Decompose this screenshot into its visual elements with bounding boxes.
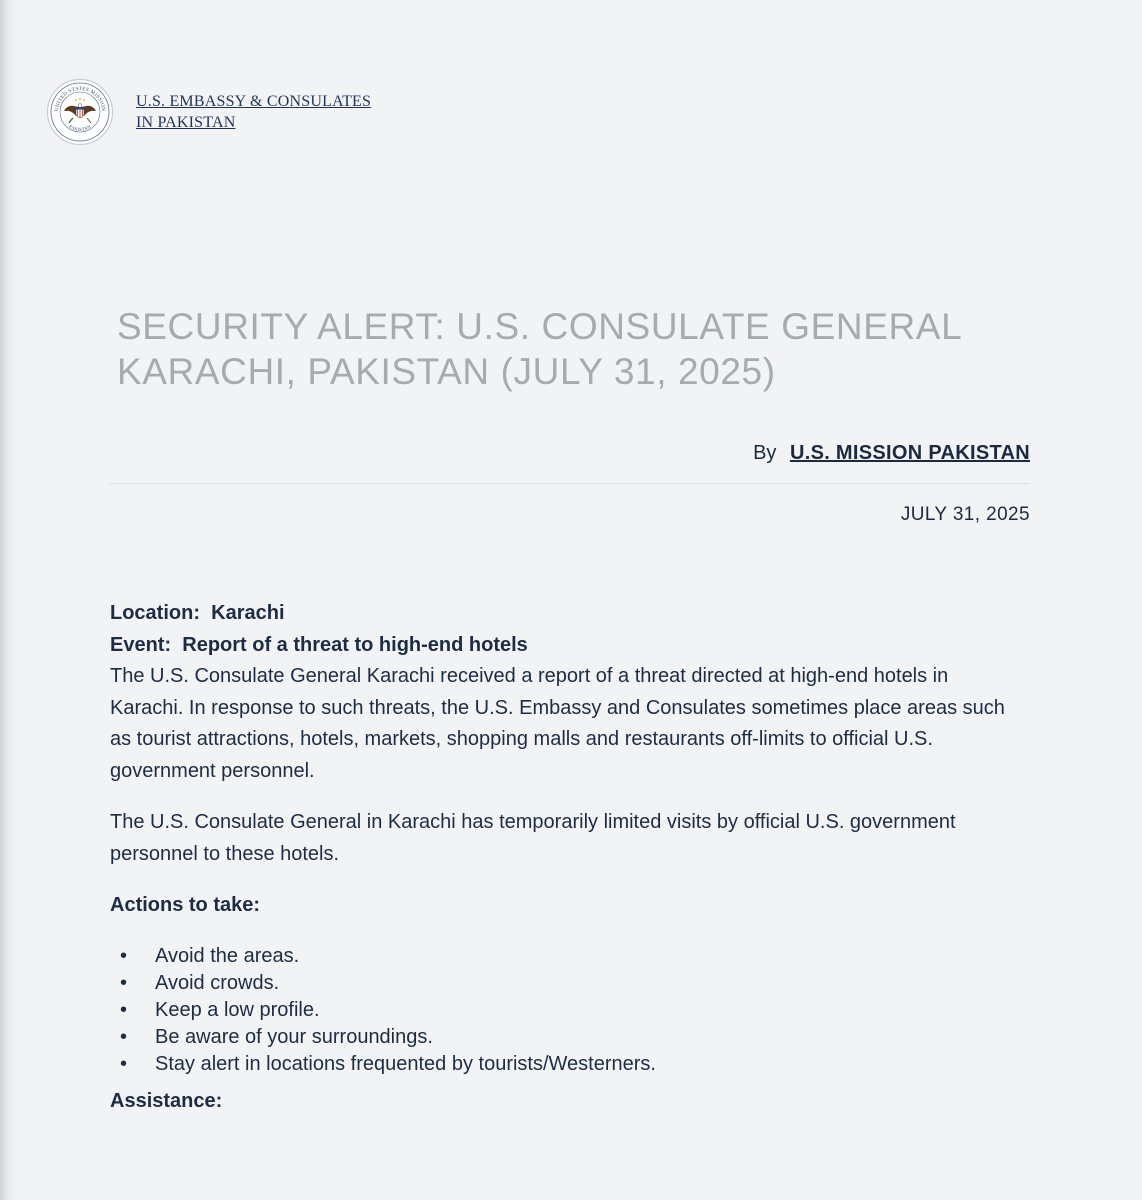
- list-item: [110, 1024, 1010, 1051]
- action-text: Be aware of your surroundings.: [155, 1025, 433, 1048]
- actions-heading: Actions to take:: [110, 894, 261, 916]
- divider: [110, 483, 1030, 484]
- paragraph-threat: The U.S. Consulate General Karachi received a report of a threat directed at high-end hotels in Karachi. In response to such threats, the U.S. Embassy and Consulates sometimes place areas such as tourist attractions, hotels, markets, shopping malls and restaurants off-limits to official U.S. government personnel.: [110, 665, 1005, 782]
- publish-date: JULY 31, 2025: [900, 504, 1030, 525]
- list-item: [110, 1051, 1010, 1078]
- byline-label: By: [753, 442, 777, 464]
- seal-bottom-text: PAKISTAN: [68, 123, 92, 132]
- action-text: Avoid the areas.: [155, 944, 300, 967]
- assistance-heading: Assistance:: [110, 1089, 223, 1112]
- location-label: Location:: [110, 602, 200, 624]
- org-name-line2[interactable]: IN PAKISTAN: [136, 114, 236, 131]
- author-link[interactable]: U.S. MISSION PAKISTAN: [789, 442, 1030, 464]
- event-value: Report of a threat to high-end hotels: [182, 633, 528, 656]
- article-body: [110, 598, 1010, 1117]
- list-item: [110, 970, 1010, 997]
- location-row: [110, 598, 1010, 630]
- action-text: Avoid crowds.: [155, 971, 280, 994]
- page-title: SECURITY ALERT: U.S. CONSULATE GENERAL KARACHI, PAKISTAN (JULY 31, 2025): [117, 306, 961, 392]
- site-header: [46, 78, 371, 146]
- bullet-icon: •: [120, 1052, 128, 1075]
- org-name-line1[interactable]: U.S. EMBASSY & CONSULATES: [136, 93, 372, 110]
- event-row: [110, 630, 1010, 662]
- event-label: Event:: [110, 633, 172, 656]
- action-text: Keep a low profile.: [155, 998, 320, 1021]
- bullet-icon: •: [120, 998, 128, 1021]
- paragraph-limits: The U.S. Consulate General in Karachi has temporarily limited visits by official U.S. government personnel to these hotels.: [110, 811, 956, 865]
- action-text: Stay alert in locations frequented by tourists/Westerners.: [155, 1052, 656, 1075]
- bullet-icon: •: [120, 944, 128, 967]
- list-item: [110, 997, 1010, 1024]
- actions-list: [110, 943, 1010, 1078]
- byline: [753, 442, 1030, 465]
- bullet-icon: •: [120, 1025, 128, 1048]
- location-value: Karachi: [211, 602, 285, 624]
- org-name-link[interactable]: [136, 91, 371, 133]
- window-edge: [0, 0, 14, 1200]
- list-item: [110, 943, 1010, 970]
- seal-top-text: UNITED STATES MISSION: [53, 85, 107, 112]
- embassy-seal-icon[interactable]: [46, 78, 114, 146]
- bullet-icon: •: [120, 971, 128, 994]
